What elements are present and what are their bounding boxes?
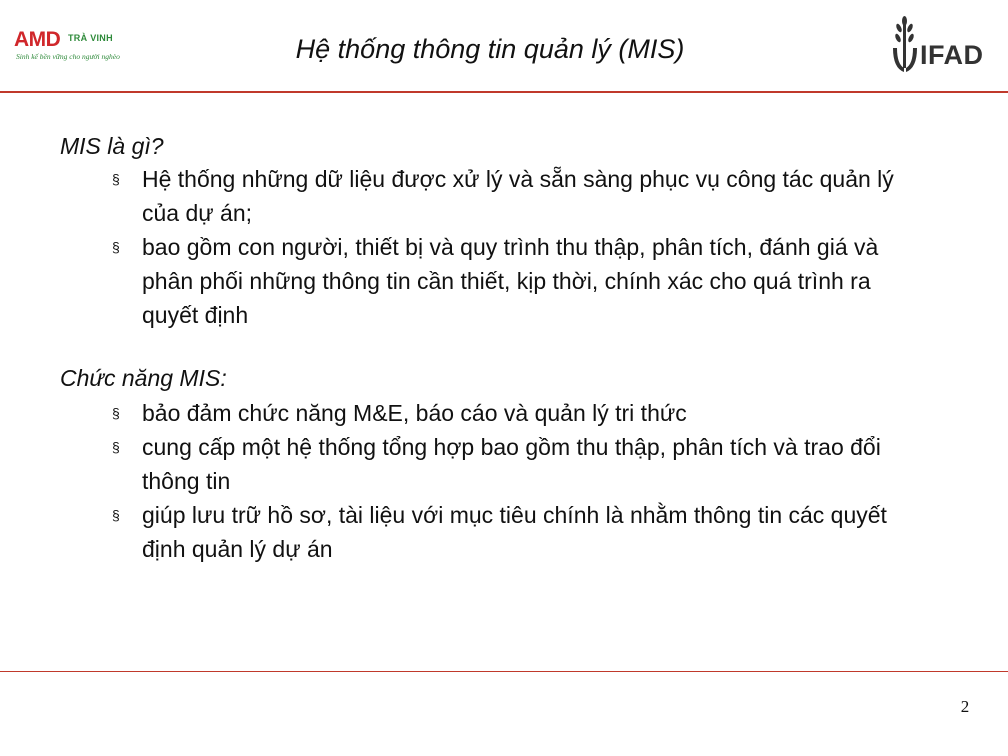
section-heading: Chức năng MIS: <box>60 365 227 391</box>
bullet-list <box>60 396 960 566</box>
list-item <box>60 230 922 332</box>
list-item <box>60 498 922 566</box>
section-mis-functions <box>60 362 960 566</box>
list-item <box>60 162 922 230</box>
list-item <box>60 396 922 430</box>
page-number: 2 <box>960 697 970 716</box>
wheat-emblem-icon <box>890 14 920 76</box>
section-heading: MIS là gì? <box>60 133 164 159</box>
bullet-icon: § <box>112 507 120 523</box>
ifad-logo-text: IFAD <box>920 40 984 70</box>
bullet-list <box>60 162 960 332</box>
amd-logo-text: AMD <box>14 28 61 51</box>
amd-logo-subtext: TRÀ VINH <box>68 33 113 43</box>
list-item-text: cung cấp một hệ thống tổng hợp bao gồm thu thập, phân tích và trao đổi thông tin <box>142 434 881 494</box>
amd-logo-tagline: Sinh kế bền vững cho người nghèo <box>16 52 120 61</box>
list-item-text: bao gồm con người, thiết bị và quy trình thu thập, phân tích, đánh giá và phân phối những thông tin cần thiết, kịp thời, chính xác cho quá trình ra quyết định <box>142 234 879 328</box>
section-what-is-mis <box>60 130 960 332</box>
list-item-text: giúp lưu trữ hồ sơ, tài liệu với mục tiêu chính là nhằm thông tin các quyết định quản lý dự án <box>142 502 887 562</box>
bullet-icon: § <box>112 405 120 421</box>
list-item-text: Hệ thống những dữ liệu được xử lý và sẵn sàng phục vụ công tác quản lý của dự án; <box>142 166 894 226</box>
bullet-icon: § <box>112 171 120 187</box>
slide-header <box>0 0 1008 92</box>
list-item-text: bảo đảm chức năng M&E, báo cáo và quản lý tri thức <box>142 400 687 426</box>
list-item <box>60 430 922 498</box>
ifad-logo <box>890 12 998 76</box>
amd-tra-vinh-logo <box>14 28 144 64</box>
slide-body <box>60 130 960 566</box>
header-divider <box>0 91 1008 93</box>
slide-title: Hệ thống thông tin quản lý (MIS) <box>295 34 685 64</box>
bullet-icon: § <box>112 439 120 455</box>
bullet-icon: § <box>112 239 120 255</box>
footer-divider <box>0 671 1008 672</box>
